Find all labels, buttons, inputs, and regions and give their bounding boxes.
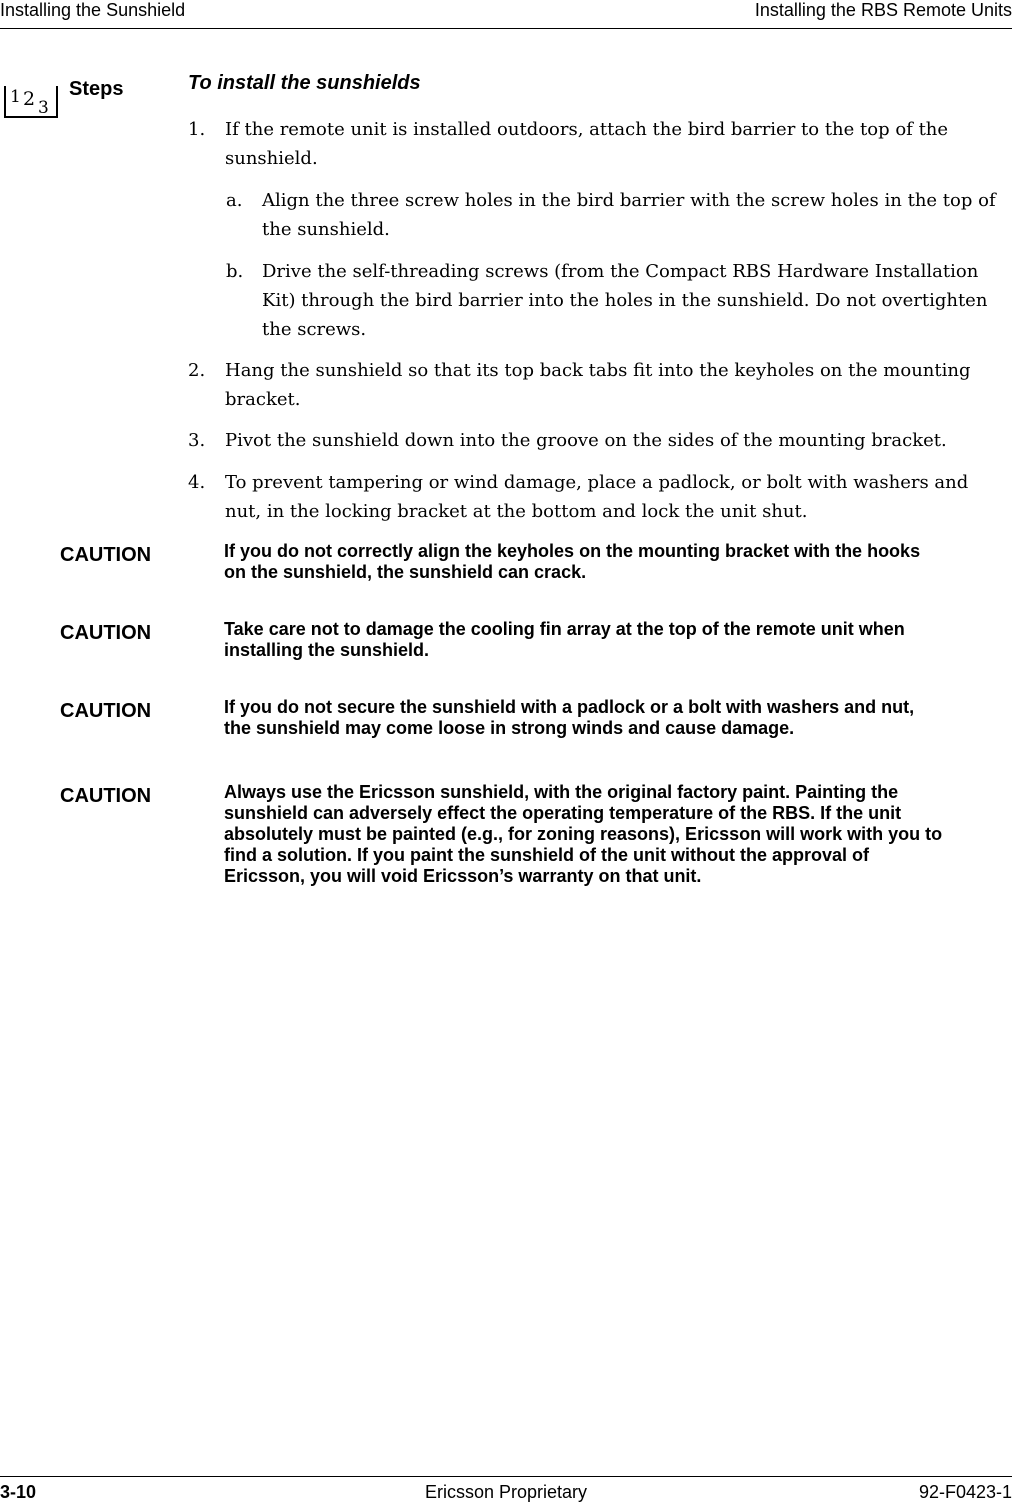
proprietary-notice: Ericsson Proprietary: [424, 1482, 588, 1502]
step-text: Pivot the sunshield down into the groove on the sides of the mounting bracket.: [225, 430, 947, 451]
step-number: 1.: [188, 119, 206, 140]
steps-icon-digit-1: 1: [10, 87, 21, 107]
step-number: 3.: [188, 430, 206, 451]
step-text: If the remote unit is installed outdoors, attach the bird barrier to the top of the sunshield.: [225, 119, 949, 169]
procedure-title: To install the sunshields: [188, 72, 421, 94]
caution-text-4: Always use the Ericsson sunshield, with the original factory paint. Painting the sunshield can adversely effect the operating temperature of the RBS. If the unit absolutely must be painted (e.g., for zoning reasons), Ericsson will work with you to find a solution. If you paint the sunshield of the unit without the approval of Ericsson, you will void Ericsson’s warranty on that unit.: [224, 782, 943, 886]
steps-label: Steps: [69, 78, 124, 100]
page-number: 3-10: [0, 1482, 37, 1502]
substep-text: Drive the self-threading screws (from the Compact RBS Hardware Installation Kit) through the bird barrier into the holes in the sunshield. Do not overtighten the screws.: [262, 261, 988, 340]
substep-letter: a.: [226, 190, 243, 211]
steps-icon-digit-3: 3: [38, 98, 49, 118]
substep-letter: b.: [226, 261, 244, 282]
caution-label-2: CAUTION: [60, 622, 152, 644]
steps-icon: [2, 80, 60, 120]
caution-label-4: CAUTION: [60, 785, 152, 807]
caution-label-1: CAUTION: [60, 544, 152, 566]
caution-text-2: Take care not to damage the cooling fin array at the top of the remote unit when installing the sunshield.: [224, 619, 905, 660]
substep-text: Align the three screw holes in the bird barrier with the screw holes in the top of the sunshield.: [262, 190, 996, 240]
steps-icon-digit-2: 2: [23, 88, 36, 110]
header-section-title: Installing the Sunshield: [0, 0, 186, 20]
caution-label-3: CAUTION: [60, 700, 152, 722]
step-text: Hang the sunshield so that its top back tabs fit into the keyholes on the mounting bracket.: [225, 360, 971, 410]
document-number: 92-F0423-1: [918, 1482, 1012, 1502]
caution-text-3: If you do not secure the sunshield with a padlock or a bolt with washers and nut, the sunshield may come loose in strong winds and cause damage.: [224, 697, 915, 738]
caution-text-1: If you do not correctly align the keyholes on the mounting bracket with the hooks on the sunshield, the sunshield can crack.: [224, 541, 921, 582]
step-text: To prevent tampering or wind damage, place a padlock, or bolt with washers and nut, in the locking bracket at the bottom and lock the unit shut.: [225, 472, 969, 522]
step-number: 2.: [188, 360, 206, 381]
step-number: 4.: [188, 472, 206, 493]
page-header: [0, 0, 1012, 29]
page-footer: [0, 1476, 1012, 1501]
header-chapter-title: Installing the RBS Remote Units: [754, 0, 1012, 20]
